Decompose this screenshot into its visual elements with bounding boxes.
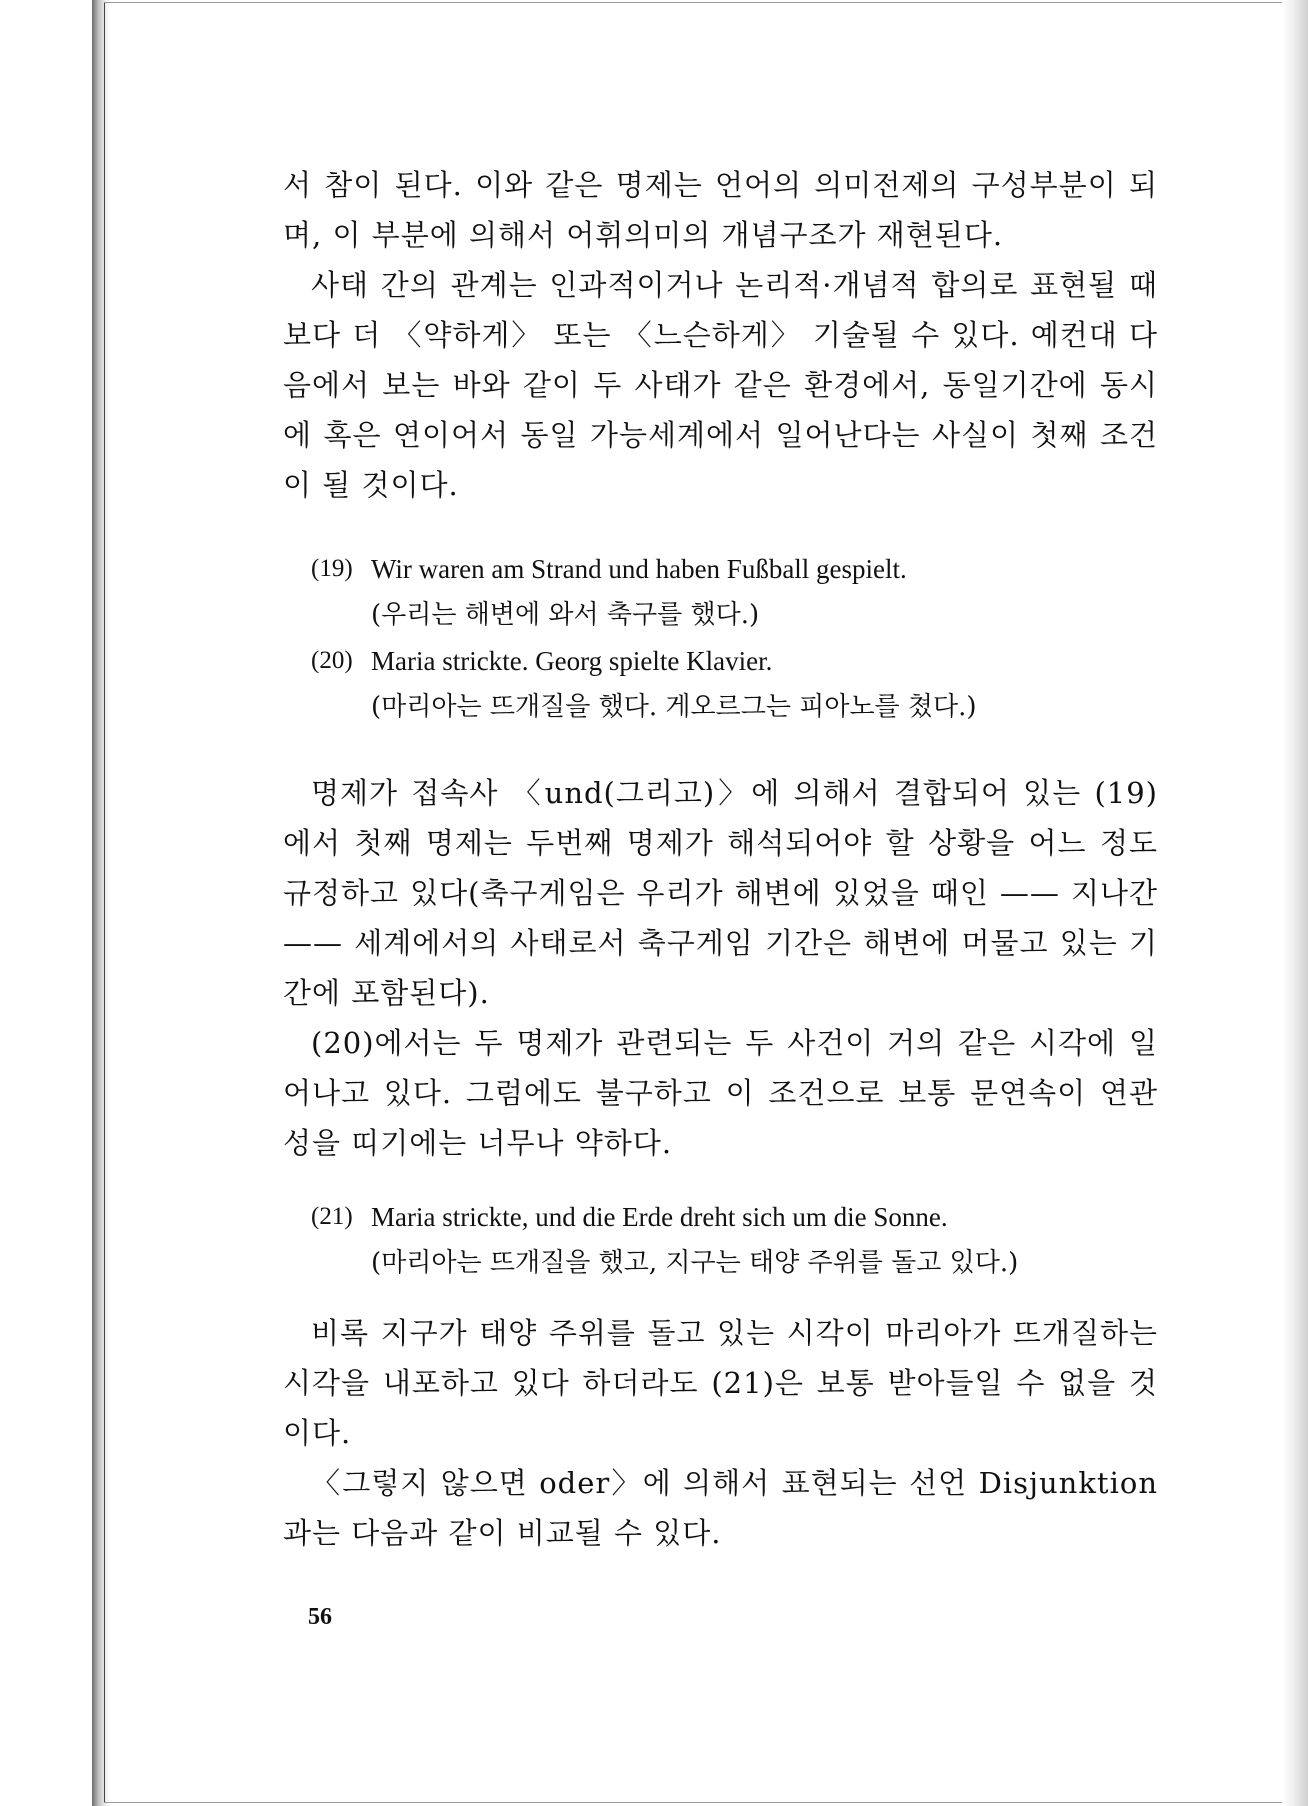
book-gutter-shadow — [92, 0, 110, 1806]
example-sentence: Maria strickte, und die Erde dreht sich um die Sonne. — [371, 1202, 948, 1232]
page-left-edge — [104, 2, 105, 1802]
example-19 — [283, 546, 1158, 638]
example-21-line — [283, 1194, 1158, 1240]
example-sentence: Wir waren am Strand und haben Fußball gespielt. — [371, 554, 907, 584]
example-21 — [283, 1194, 1158, 1286]
page-body — [283, 160, 1158, 1558]
example-translation: (우리는 해변에 와서 축구를 했다.) — [371, 600, 760, 630]
paragraph-5: 비록 지구가 태양 주위를 돌고 있는 시각이 마리아가 뜨개질하는 시각을 내포하고 있다 하더라도 (21)은 보통 받아들일 수 없을 것이다. — [283, 1316, 1158, 1450]
example-20 — [283, 638, 1158, 730]
example-number: (21) — [311, 1203, 353, 1230]
page-right-edge — [1282, 0, 1308, 1806]
spacer — [283, 510, 1158, 546]
paragraph-4: (20)에서는 두 명제가 관련되는 두 사건이 거의 같은 시각에 일어나고 있다. 그럼에도 불구하고 이 조건으로 보통 문연속이 연관성을 띠기에는 너무나 약하다. — [283, 1026, 1158, 1160]
spacer — [283, 1286, 1158, 1308]
page-number: 56 — [308, 1604, 332, 1630]
spacer — [283, 730, 1158, 768]
example-number: (20) — [311, 647, 353, 674]
page-bottom-edge — [104, 1802, 1284, 1803]
paragraph-3: 명제가 접속사 〈und(그리고)〉에 의해서 결합되어 있는 (19)에서 첫째 명제는 두번째 명제가 해석되어야 할 상황을 어느 정도 규정하고 있다(축구게임은 우리가 해변에 있었을 때인 —— 지나간 —— 세계에서의 사태로서 축구게임 기간은 해변에 머물고 있는 기간에 포함된다). — [283, 776, 1158, 1010]
example-19-line — [283, 546, 1158, 592]
example-translation: (마리아는 뜨개질을 했다. 게오르그는 피아노를 쳤다.) — [371, 692, 977, 722]
example-sentence: Maria strickte. Georg spielte Klavier. — [371, 646, 773, 676]
paragraph-6: 〈그렇지 않으면 oder〉에 의해서 표현되는 선언 Disjunktion과는 다음과 같이 비교될 수 있다. — [283, 1466, 1158, 1550]
example-translation: (마리아는 뜨개질을 했고, 지구는 태양 주위를 돌고 있다.) — [371, 1248, 1019, 1278]
paragraph-2: 사태 간의 관계는 인과적이거나 논리적·개념적 합의로 표현될 때보다 더 〈약하게〉 또는 〈느슨하게〉 기술될 수 있다. 예컨대 다음에서 보는 바와 같이 두 사태가 같은 환경에서, 동일기간에 동시에 혹은 연이어서 동일 가능세계에서 일어난다는 사실이 첫째 조건이 될 것이다. — [283, 268, 1158, 502]
spacer — [283, 1168, 1158, 1194]
page-top-edge — [104, 2, 1284, 3]
example-20-line — [283, 638, 1158, 684]
example-number: (19) — [311, 555, 353, 582]
paragraph-1: 서 참이 된다. 이와 같은 명제는 언어의 의미전제의 구성부분이 되며, 이 부분에 의해서 어휘의미의 개념구조가 재현된다. — [283, 168, 1158, 252]
